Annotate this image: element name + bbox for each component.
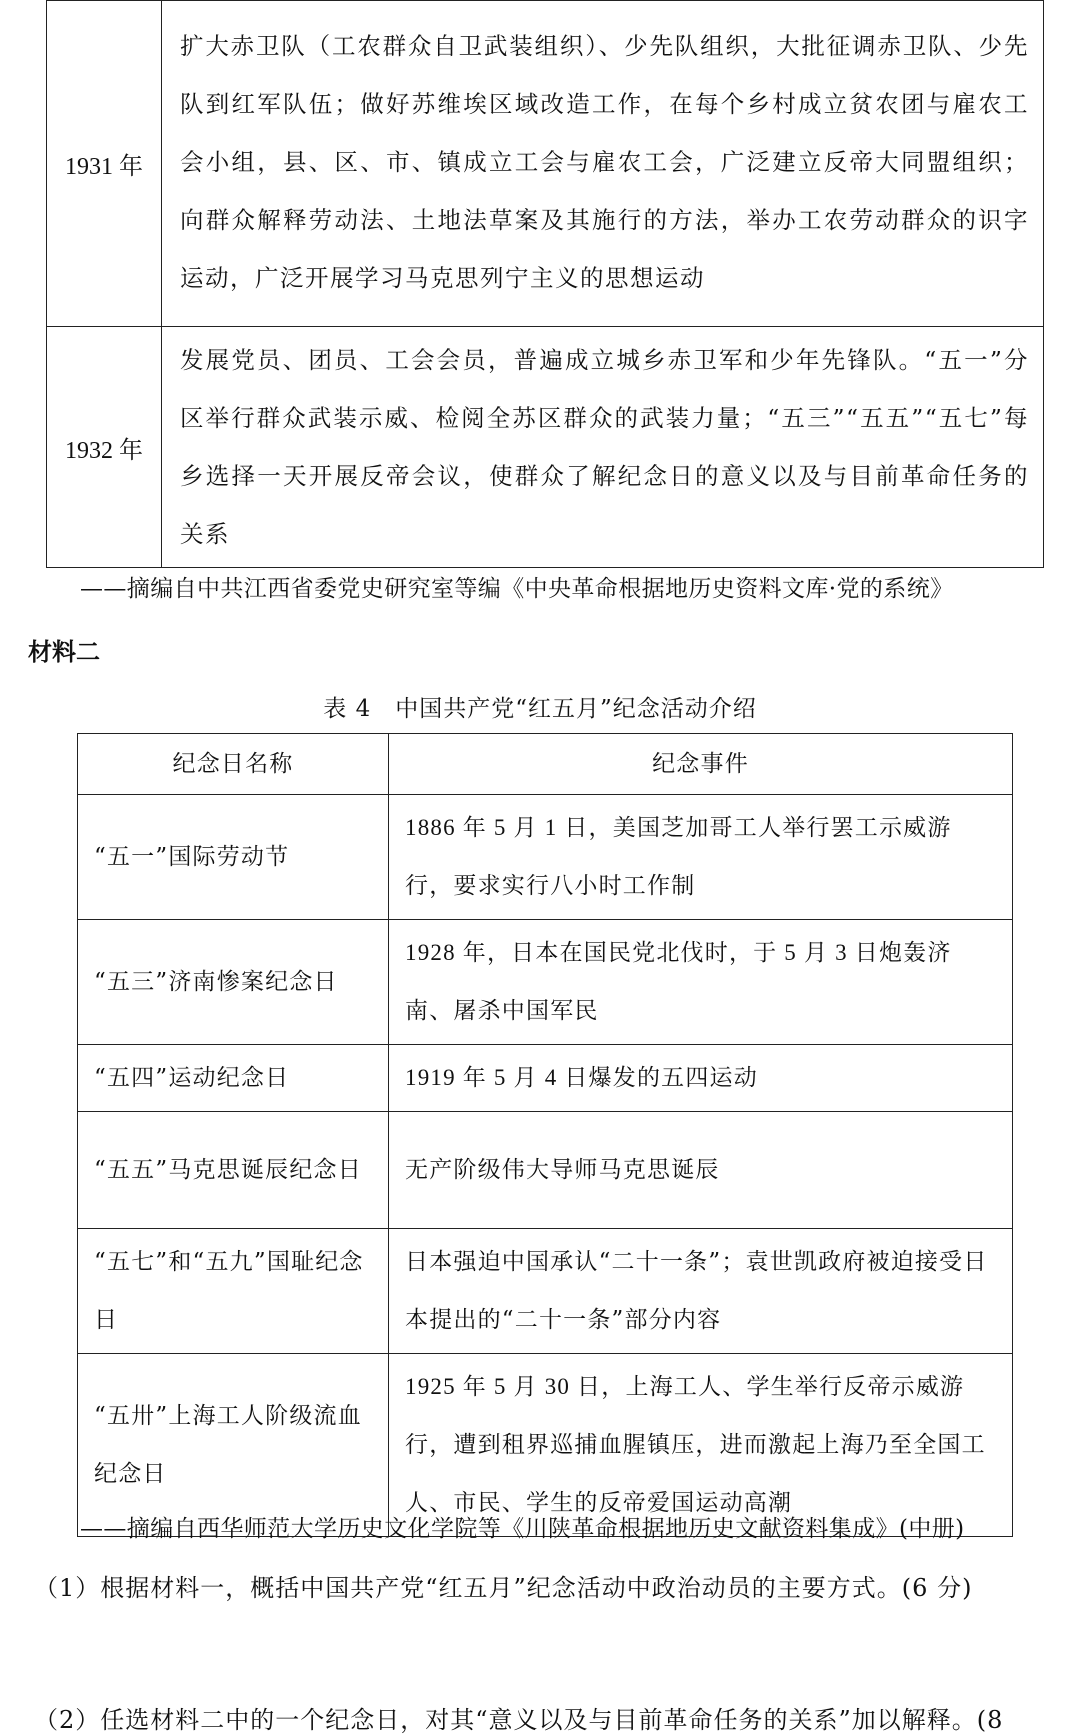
- table-header-row: [78, 734, 1013, 795]
- column-header: 纪念事件: [389, 734, 1013, 795]
- source-citation: ——摘编自西华师范大学历史文化学院等《川陕革命根据地历史文献资料集成》(中册): [80, 1516, 965, 1542]
- description-cell: 发展党员、团员、工会会员，普遍成立城乡赤卫军和少年先锋队。“五一”分区举行群众武装示威、检阅全苏区群众的武装力量；“五三”“五五”“五七”每乡选择一天开展反帝会议，使群众了解纪念日的意义以及与目前革命任务的关系: [162, 327, 1044, 568]
- column-header: 纪念日名称: [78, 734, 389, 795]
- table-row: [47, 1, 1044, 327]
- question-2: （2）任选材料二中的一个纪念日，对其“意义以及与目前革命任务的关系”加以解释。(8: [34, 1706, 1004, 1734]
- event-cell: 1925 年 5 月 30 日，上海工人、学生举行反帝示威游行，遭到租界巡捕血腥镇压，进而激起上海乃至全国工人、市民、学生的反帝爱国运动高潮: [389, 1354, 1013, 1537]
- day-name-cell: “五七”和“五九”国耻纪念日: [78, 1229, 389, 1354]
- table-row: [78, 1229, 1013, 1354]
- day-name-cell: “五四”运动纪念日: [78, 1045, 389, 1112]
- table-row: [78, 1045, 1013, 1112]
- question-1: （1）根据材料一，概括中国共产党“红五月”纪念活动中政治动员的主要方式。(6 分): [34, 1574, 973, 1602]
- table-row: [78, 795, 1013, 920]
- commemoration-table: [77, 733, 1013, 1537]
- day-name-cell: “五三”济南惨案纪念日: [78, 920, 389, 1045]
- day-name-cell: “五卅”上海工人阶级流血纪念日: [78, 1354, 389, 1537]
- source-citation: ——摘编自中共江西省委党史研究室等编《中央革命根据地历史资料文库·党的系统》: [80, 576, 954, 602]
- event-cell: 1919 年 5 月 4 日爆发的五四运动: [389, 1045, 1013, 1112]
- event-cell: 日本强迫中国承认“二十一条”；袁世凯政府被迫接受日本提出的“二十一条”部分内容: [389, 1229, 1013, 1354]
- event-cell: 1886 年 5 月 1 日，美国芝加哥工人举行罢工示威游行，要求实行八小时工作制: [389, 795, 1013, 920]
- event-cell: 无产阶级伟大导师马克思诞辰: [389, 1112, 1013, 1229]
- event-cell: 1928 年，日本在国民党北伐时，于 5 月 3 日炮轰济南、屠杀中国军民: [389, 920, 1013, 1045]
- table-row: [47, 327, 1044, 568]
- table-row: [78, 1112, 1013, 1229]
- material2-heading: 材料二: [28, 638, 100, 666]
- description-cell: 扩大赤卫队（工农群众自卫武装组织）、少先队组织，大批征调赤卫队、少先队到红军队伍；做好苏维埃区域改造工作，在每个乡村成立贫农团与雇农工会小组，县、区、市、镇成立工会与雇农工会，广泛建立反帝大同盟组织；向群众解释劳动法、土地法草案及其施行的方法，举办工农劳动群众的识字运动，广泛开展学习马克思列宁主义的思想运动: [162, 1, 1044, 327]
- day-name-cell: “五五”马克思诞辰纪念日: [78, 1112, 389, 1229]
- material1-table: [46, 0, 1044, 568]
- table-row: [78, 920, 1013, 1045]
- year-cell: 1931 年: [47, 1, 162, 327]
- year-cell: 1932 年: [47, 327, 162, 568]
- table-caption: 表 4 中国共产党“红五月”纪念活动介绍: [323, 696, 757, 722]
- day-name-cell: “五一”国际劳动节: [78, 795, 389, 920]
